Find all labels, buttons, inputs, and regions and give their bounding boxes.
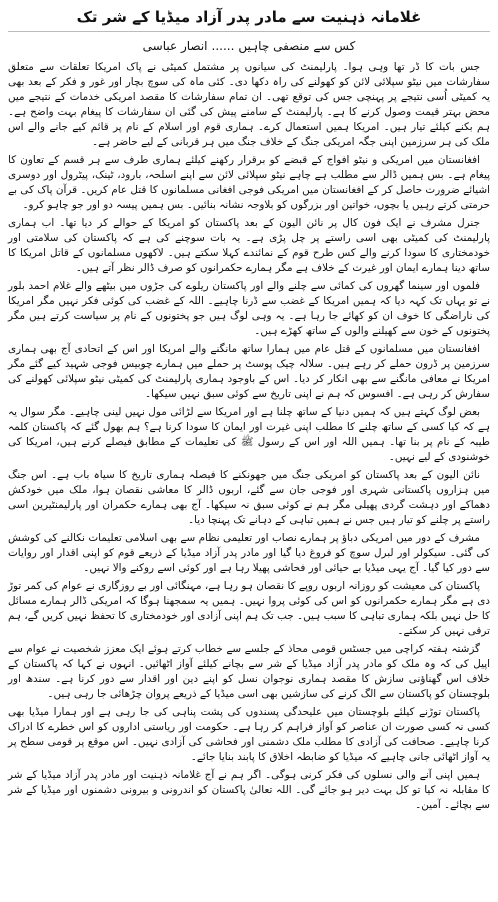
article-paragraph: ہمیں اپنی آنے والی نسلوں کی فکر کرنی ہوگی۔ اگر ہم نے آج غلامانہ ذہنیت اور مادر پدر آزاد میڈیا کے شر کا مقابلہ نہ کیا تو کل بہت دیر ہو جائے گی۔ اللہ تعالیٰ پاکستان کو اندرونی و بیرونی دشمنوں اور میڈیا کے شر سے بچائے۔ آمین۔ (8, 769, 490, 811)
article-paragraph: گزشتہ ہفتہ کراچی میں جسٹس قومی محاذ کے جلسے سے خطاب کرتے ہوئے ایک معزز شخصیت نے عوام سے اپیل کی کہ وہ ملک کو مادر پدر آزاد میڈیا کے شر سے بچانے کیلئے آواز اٹھائیں۔ انہوں نے کہا کہ پاکستان کے خلاف اس گھناؤنی سازش کا مقصد ہماری نوجوان نسل کو اپنے دین اور اقدار سے دور کرنا ہے۔ سندھ اور بلوچستان کو پاکستان سے الگ کرنے کی سازشیں بھی اسی میڈیا کے ذریعے پروان چڑھائی جا رہی ہیں۔ (8, 643, 490, 700)
article-byline (8, 38, 490, 54)
article-body (8, 60, 490, 813)
article-paragraph: جنرل مشرف نے ایک فون کال پر نائن الیون کے بعد پاکستان کو امریکا کے حوالے کر دیا تھا۔ اب ہماری پارلیمنٹ کی کمیٹی بھی اسی راستے پر چل پڑی ہے۔ یہ بات سوچنے کی ہے کہ پاکستان کی سلامتی اور خودمختاری کا سودا کرنے والے کس طرح قوم کے نمائندے کہلا سکتے ہیں۔ لاکھوں مسلمانوں کے قاتل امریکا کا ساتھ دینا ہمارے ایمان اور غیرت کے خلاف ہے مگر ہمارے حکمرانوں کو صرف ڈالر نظر آتے ہیں۔ (8, 217, 490, 274)
author-name: انصار عباسی (142, 39, 208, 53)
article-paragraph: افغانستان میں امریکی و نیٹو افواج کے قبضے کو برقرار رکھنے کیلئے ہماری طرف سے ہر قسم کے تعاون کا پیغام ہے۔ بس ہمیں ڈالر سے مطلب ہے چاہے نیٹو سپلائی لائن سے اپنے اسلحہ، بارود، ٹینک، پیٹرول اور دوسری اشیائے ضرورت حاصل کر کے افغانستان میں امریکی فوجی افغانی مسلمانوں کا قتل عام کریں۔ قرآن پاک کی بے حرمتی کرتے رہیں یا بچوں، خواتین اور بزرگوں کو بلاوجہ نشانہ بنائیں۔ بس ہمیں پیسہ دو اور جو چاہو کرو۔ (8, 154, 490, 211)
article-paragraph: فلموں اور سینما گھروں کی کمائی سے چلنے والے اور پاکستان ریلوے کی جڑوں میں بیٹھے والے غلام احمد بلور نے تو یہاں تک کہہ دیا کہ ہمیں امریکا کے غضب سے ڈرنا چاہیے۔ اللہ کے غضب کی کوئی فکر نہیں مگر امریکا کی ناراضگی کا خوف ان کو کھائے جا رہا ہے۔ یہ وہی لوگ ہیں جو پختونوں کے نام پر سیاست کرتے ہیں مگر پختونوں کے خون سے کھیلنے والوں کے ساتھ کھڑے ہیں۔ (8, 280, 490, 337)
article-paragraph: پاکستان توڑنے کیلئے بلوچستان میں علیحدگی پسندوں کی پشت پناہی کی جا رہی ہے اور ہمارا میڈیا بھی کسی نہ کسی صورت ان عناصر کو آواز فراہم کر رہا ہے۔ حکومت اور ریاستی اداروں کو اس خطرے کا ادراک کرنا چاہیے۔ صحافت کی آزادی کا مطلب ملک دشمنی اور فحاشی کی آزادی نہیں۔ اس موقع پر قومی سطح پر یہ آواز اٹھائی جانی چاہیے کہ میڈیا کو ضابطہ اخلاق کا پابند بنایا جائے۔ (8, 706, 490, 763)
article-paragraph: پاکستان کی معیشت کو روزانہ اربوں روپے کا نقصان ہو رہا ہے، مہنگائی اور بے روزگاری نے عوام کی کمر توڑ دی ہے مگر ہمارے حکمرانوں کو اس کی کوئی پروا نہیں۔ ہمیں یہ سمجھنا ہوگا کہ امریکی ڈالر ہمارے مسائل کا حل نہیں بلکہ ہماری تباہی کا سبب ہیں۔ جب تک ہم اپنی آزادی اور خودمختاری کا تحفظ نہیں کریں گے، ہم ترقی نہیں کر سکتے۔ (8, 580, 490, 637)
article-paragraph: بعض لوگ کہتے ہیں کہ ہمیں دنیا کے ساتھ چلنا ہے اور امریکا سے لڑائی مول نہیں لینی چاہیے۔ مگر سوال یہ ہے کہ کیا کسی کے ساتھ چلنے کا مطلب اپنی غیرت اور ایمان کا سودا کرنا ہے؟ ہم بھول گئے کہ پاکستان کلمہ طیبہ کے نام پر بنا تھا۔ ہمیں اللہ اور اس کے رسول ﷺ کی تعلیمات کے مطابق فیصلے کرنے ہیں، امریکا کی خوشنودی کے لیے نہیں۔ (8, 406, 490, 463)
article-paragraph: مشرف کے دور میں امریکی دباؤ پر ہمارے نصاب اور تعلیمی نظام سے بھی اسلامی تعلیمات نکالنے کی کوشش کی گئی۔ سیکولر اور لبرل سوچ کو فروغ دیا گیا اور مادر پدر آزاد میڈیا کے ذریعے قوم کو اپنی اقدار اور روایات سے دور کیا گیا۔ آج یہی میڈیا بے حیائی اور فحاشی پھیلا رہا ہے اور کوئی اسے روکنے والا نہیں۔ (8, 532, 490, 574)
article-headline: غلامانہ ذہنیت سے مادر پدر آزاد میڈیا کے شر تک (8, 6, 490, 32)
article-paragraph: نائن الیون کے بعد پاکستان کو امریکی جنگ میں جھونکنے کا فیصلہ ہماری تاریخ کا سیاہ باب ہے۔ اس جنگ میں ہزاروں پاکستانی شہری اور فوجی جان سے گئے، اربوں ڈالر کا معاشی نقصان ہوا، ملک میں خودکش دھماکے اور دہشت گردی پھیلی مگر ہم نے کوئی سبق نہ سیکھا۔ آج بھی ہمارے حکمران اور پارلیمنٹیرین اسی راستے پر چلنے کو تیار ہیں جس نے ہمیں تباہی کے دہانے تک پہنچا دیا۔ (8, 469, 490, 526)
column-title: کس سے منصفی چاہیں (238, 39, 356, 53)
article-paragraph: افغانستان میں مسلمانوں کے قتل عام میں ہمارا ساتھ مانگنے والے امریکا اور اس کے اتحادی آج بھی ہماری سرزمین پر ڈرون حملے کر رہے ہیں۔ سلالہ چیک پوسٹ پر حملے میں ہمارے چوبیس فوجی شہید کیے گئے مگر امریکا نے معافی مانگنے سے بھی انکار کر دیا۔ اس کے باوجود ہماری پارلیمنٹ کی کمیٹی نیٹو سپلائی کھولنے کی سفارش کر رہی ہے۔ افسوس کہ ہم نے اپنی تاریخ سے کوئی سبق نہیں سیکھا۔ (8, 343, 490, 400)
article-paragraph: جس بات کا ڈر تھا وہی ہوا۔ پارلیمنٹ کی سیانوں پر مشتمل کمیٹی نے پاک امریکا تعلقات سے متعلق سفارشات میں نیٹو سپلائی لائن کو کھولنے کی راہ دکھا دی۔ کئی ماہ کی سوچ بچار اور غور و فکر کے بعد بھی یہ کمیٹی اُسی نتیجے پر پہنچی جس کی توقع تھی۔ ان تمام سفارشات کا مقصد امریکی خدمات کے نتیجے میں محض بہتر قیمت وصول کرنے کا ہے۔ پارلیمنٹ کے سامنے پیش کی گئی ان سفارشات کا پیغام بہت واضح ہے۔ ہم بکنے کیلئے تیار ہیں۔ امریکا ہمیں استعمال کرے۔ ہماری قوم اور اسلام کے نام پر قائم کیے جانے والے اس ملک کی ہر سرزمین اپنی جگہ امریکی جنگ کے خلاف جنگ میں ہر قربانی کے لیے حاضر ہے۔ (8, 61, 490, 148)
byline-separator: ...... (211, 39, 235, 53)
